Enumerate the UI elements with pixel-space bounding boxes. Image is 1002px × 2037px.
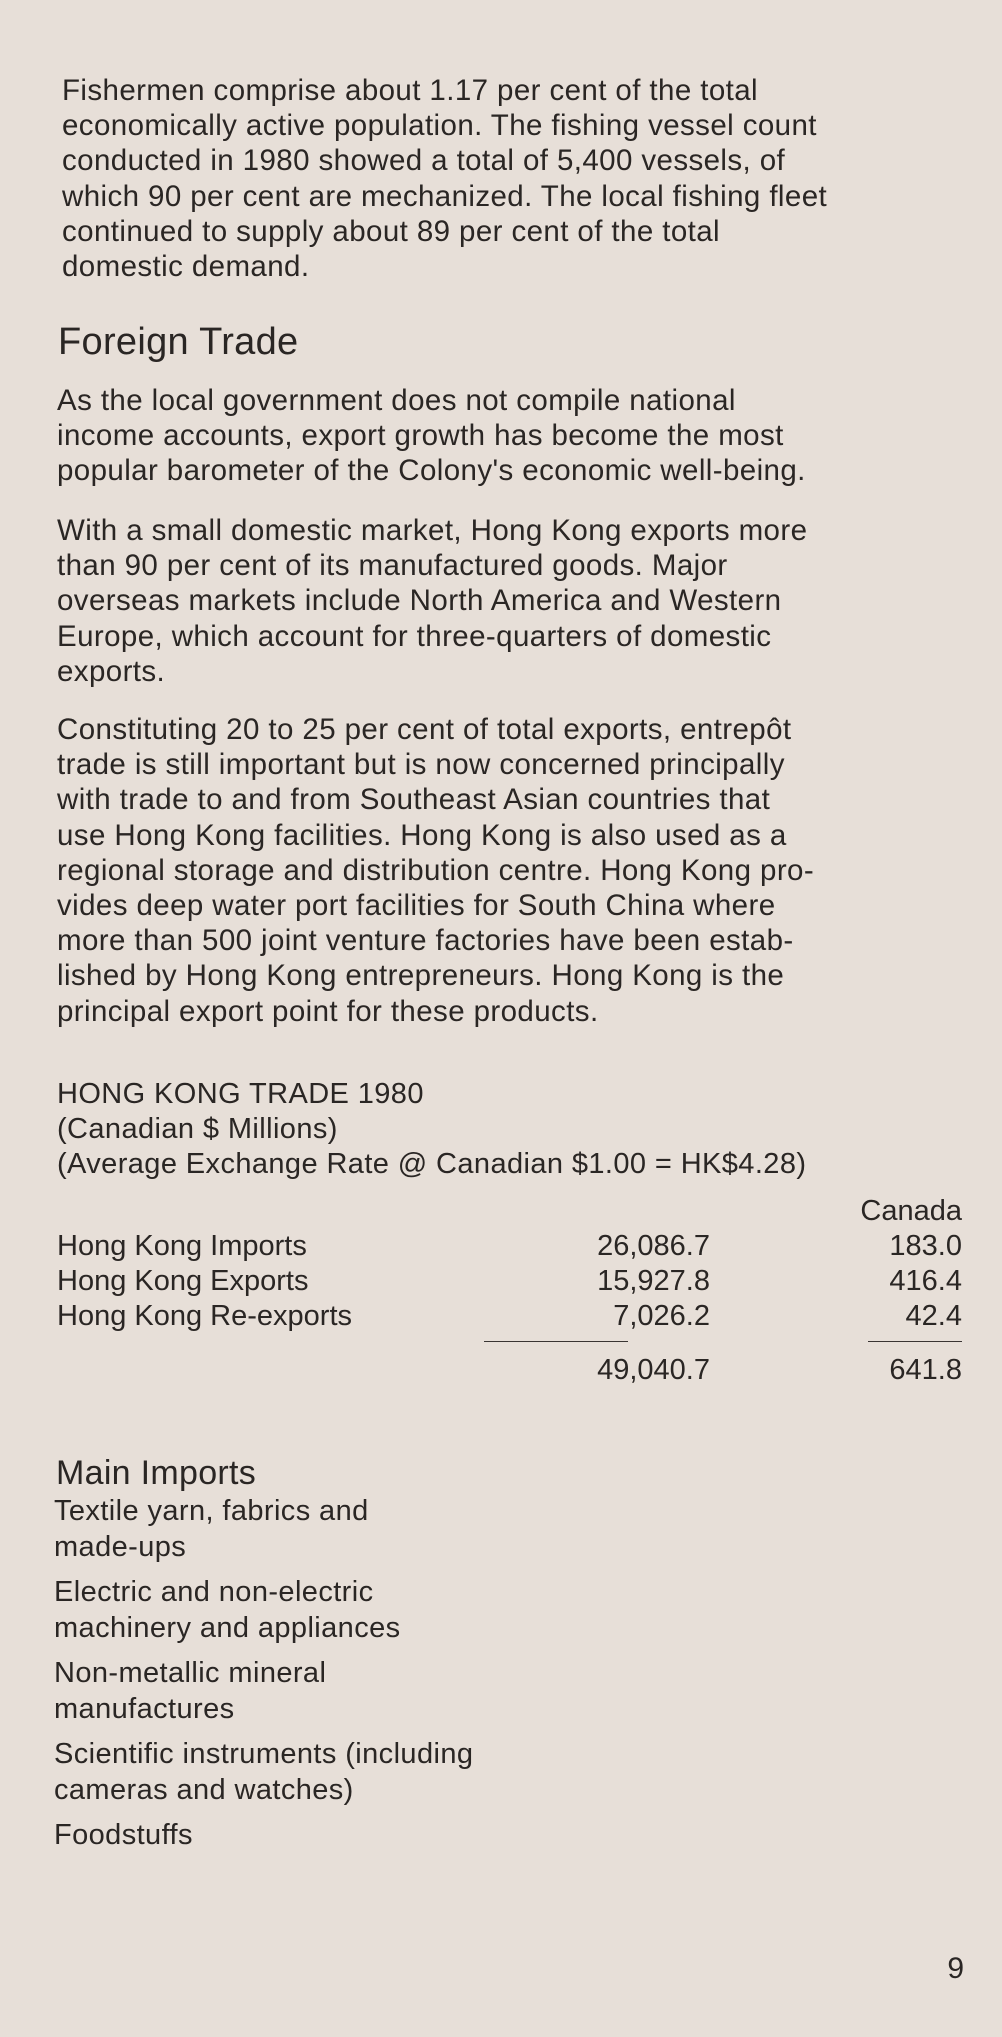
text-line: which 90 per cent are mechanized. The local fishing fleet: [62, 179, 828, 213]
list-item-line: cameras and watches): [54, 1773, 354, 1806]
text-line: domestic demand.: [62, 250, 310, 284]
text-line: continued to supply about 89 per cent of the total: [62, 214, 720, 248]
trade-table-exchange-note: (Average Exchange Rate @ Canadian $1.00 = HK$4.28): [57, 1148, 807, 1180]
trade-table-title: HONG KONG TRADE 1980: [57, 1078, 424, 1110]
foreign-trade-paragraph-2: [57, 513, 807, 689]
trade-table-column-header-row: [57, 1194, 962, 1229]
row-total: 15,927.8: [597, 1265, 710, 1297]
text-line: regional storage and distribution centre. Hong Kong pro-: [57, 853, 815, 887]
canada-total: 641.8: [889, 1354, 962, 1386]
list-item: [54, 1737, 473, 1808]
table-row: [57, 1264, 962, 1299]
row-total: 7,026.2: [613, 1300, 710, 1332]
text-line: With a small domestic market, Hong Kong exports more: [57, 514, 808, 547]
row-label: Hong Kong Re-exports: [57, 1300, 352, 1332]
total-divider-rule: [484, 1341, 628, 1342]
list-item: [54, 1494, 473, 1565]
grand-total: 49,040.7: [597, 1354, 710, 1386]
canada-divider-rule: [868, 1341, 962, 1342]
text-line: use Hong Kong facilities. Hong Kong is also used as a: [57, 818, 787, 852]
column-header-canada: Canada: [860, 1195, 962, 1227]
text-line: conducted in 1980 showed a total of 5,400 vessels, of: [62, 144, 786, 178]
page-number: 9: [947, 1952, 964, 1985]
table-row: [57, 1229, 962, 1264]
text-line: Constituting 20 to 25 per cent of total exports, entrepôt: [57, 713, 792, 746]
trade-table-header: [57, 1077, 806, 1182]
list-item: [54, 1656, 473, 1727]
row-label: Hong Kong Imports: [57, 1230, 307, 1262]
text-line: vides deep water port facilities for South China where: [57, 889, 776, 923]
trade-table-subtitle: (Canadian $ Millions): [57, 1113, 338, 1145]
text-line: Fishermen comprise about 1.17 per cent of the total: [62, 74, 758, 107]
list-item-line: Electric and non-electric: [54, 1576, 374, 1608]
list-item-line: Non-metallic mineral: [54, 1657, 327, 1689]
main-imports-list: [54, 1494, 473, 1854]
row-total: 26,086.7: [597, 1230, 710, 1262]
foreign-trade-paragraph-1: [57, 383, 806, 489]
list-item-line: made-ups: [54, 1530, 187, 1563]
foreign-trade-paragraph-3: [57, 712, 814, 1029]
text-line: Europe, which account for three-quarters of domestic: [57, 619, 772, 653]
text-line: principal export point for these products.: [57, 994, 599, 1028]
list-item: [54, 1575, 473, 1646]
main-imports-heading: Main Imports: [56, 1454, 257, 1492]
text-line: income accounts, export growth has become the most: [57, 419, 784, 453]
row-canada: 183.0: [889, 1230, 962, 1262]
list-item-line: Textile yarn, fabrics and: [54, 1495, 369, 1527]
text-line: As the local government does not compile national: [57, 384, 736, 417]
row-canada: 416.4: [889, 1265, 962, 1297]
text-line: lished by Hong Kong entrepreneurs. Hong Kong is the: [57, 959, 785, 993]
list-item-line: manufactures: [54, 1692, 235, 1725]
foreign-trade-heading: Foreign Trade: [58, 321, 299, 363]
list-item: [54, 1818, 473, 1854]
text-line: popular barometer of the Colony's economic well-being.: [57, 454, 806, 488]
list-item-line: machinery and appliances: [54, 1611, 401, 1644]
list-item-line: Foodstuffs: [54, 1819, 193, 1851]
text-line: than 90 per cent of its manufactured goods. Major: [57, 549, 728, 583]
text-line: with trade to and from Southeast Asian countries that: [57, 783, 771, 817]
text-line: overseas markets include North America and Western: [57, 584, 782, 618]
text-line: trade is still important but is now concerned principally: [57, 748, 785, 782]
totals-row: [57, 1353, 962, 1388]
fishermen-paragraph: [62, 73, 827, 284]
row-canada: 42.4: [905, 1300, 962, 1332]
table-row: [57, 1299, 962, 1334]
text-line: economically active population. The fishing vessel count: [62, 109, 817, 143]
trade-table-totals: [57, 1353, 962, 1388]
row-label: Hong Kong Exports: [57, 1265, 309, 1297]
text-line: exports.: [57, 654, 166, 688]
trade-table: [57, 1194, 962, 1334]
list-item-line: Scientific instruments (including: [54, 1738, 474, 1770]
text-line: more than 500 joint venture factories have been estab-: [57, 924, 794, 958]
